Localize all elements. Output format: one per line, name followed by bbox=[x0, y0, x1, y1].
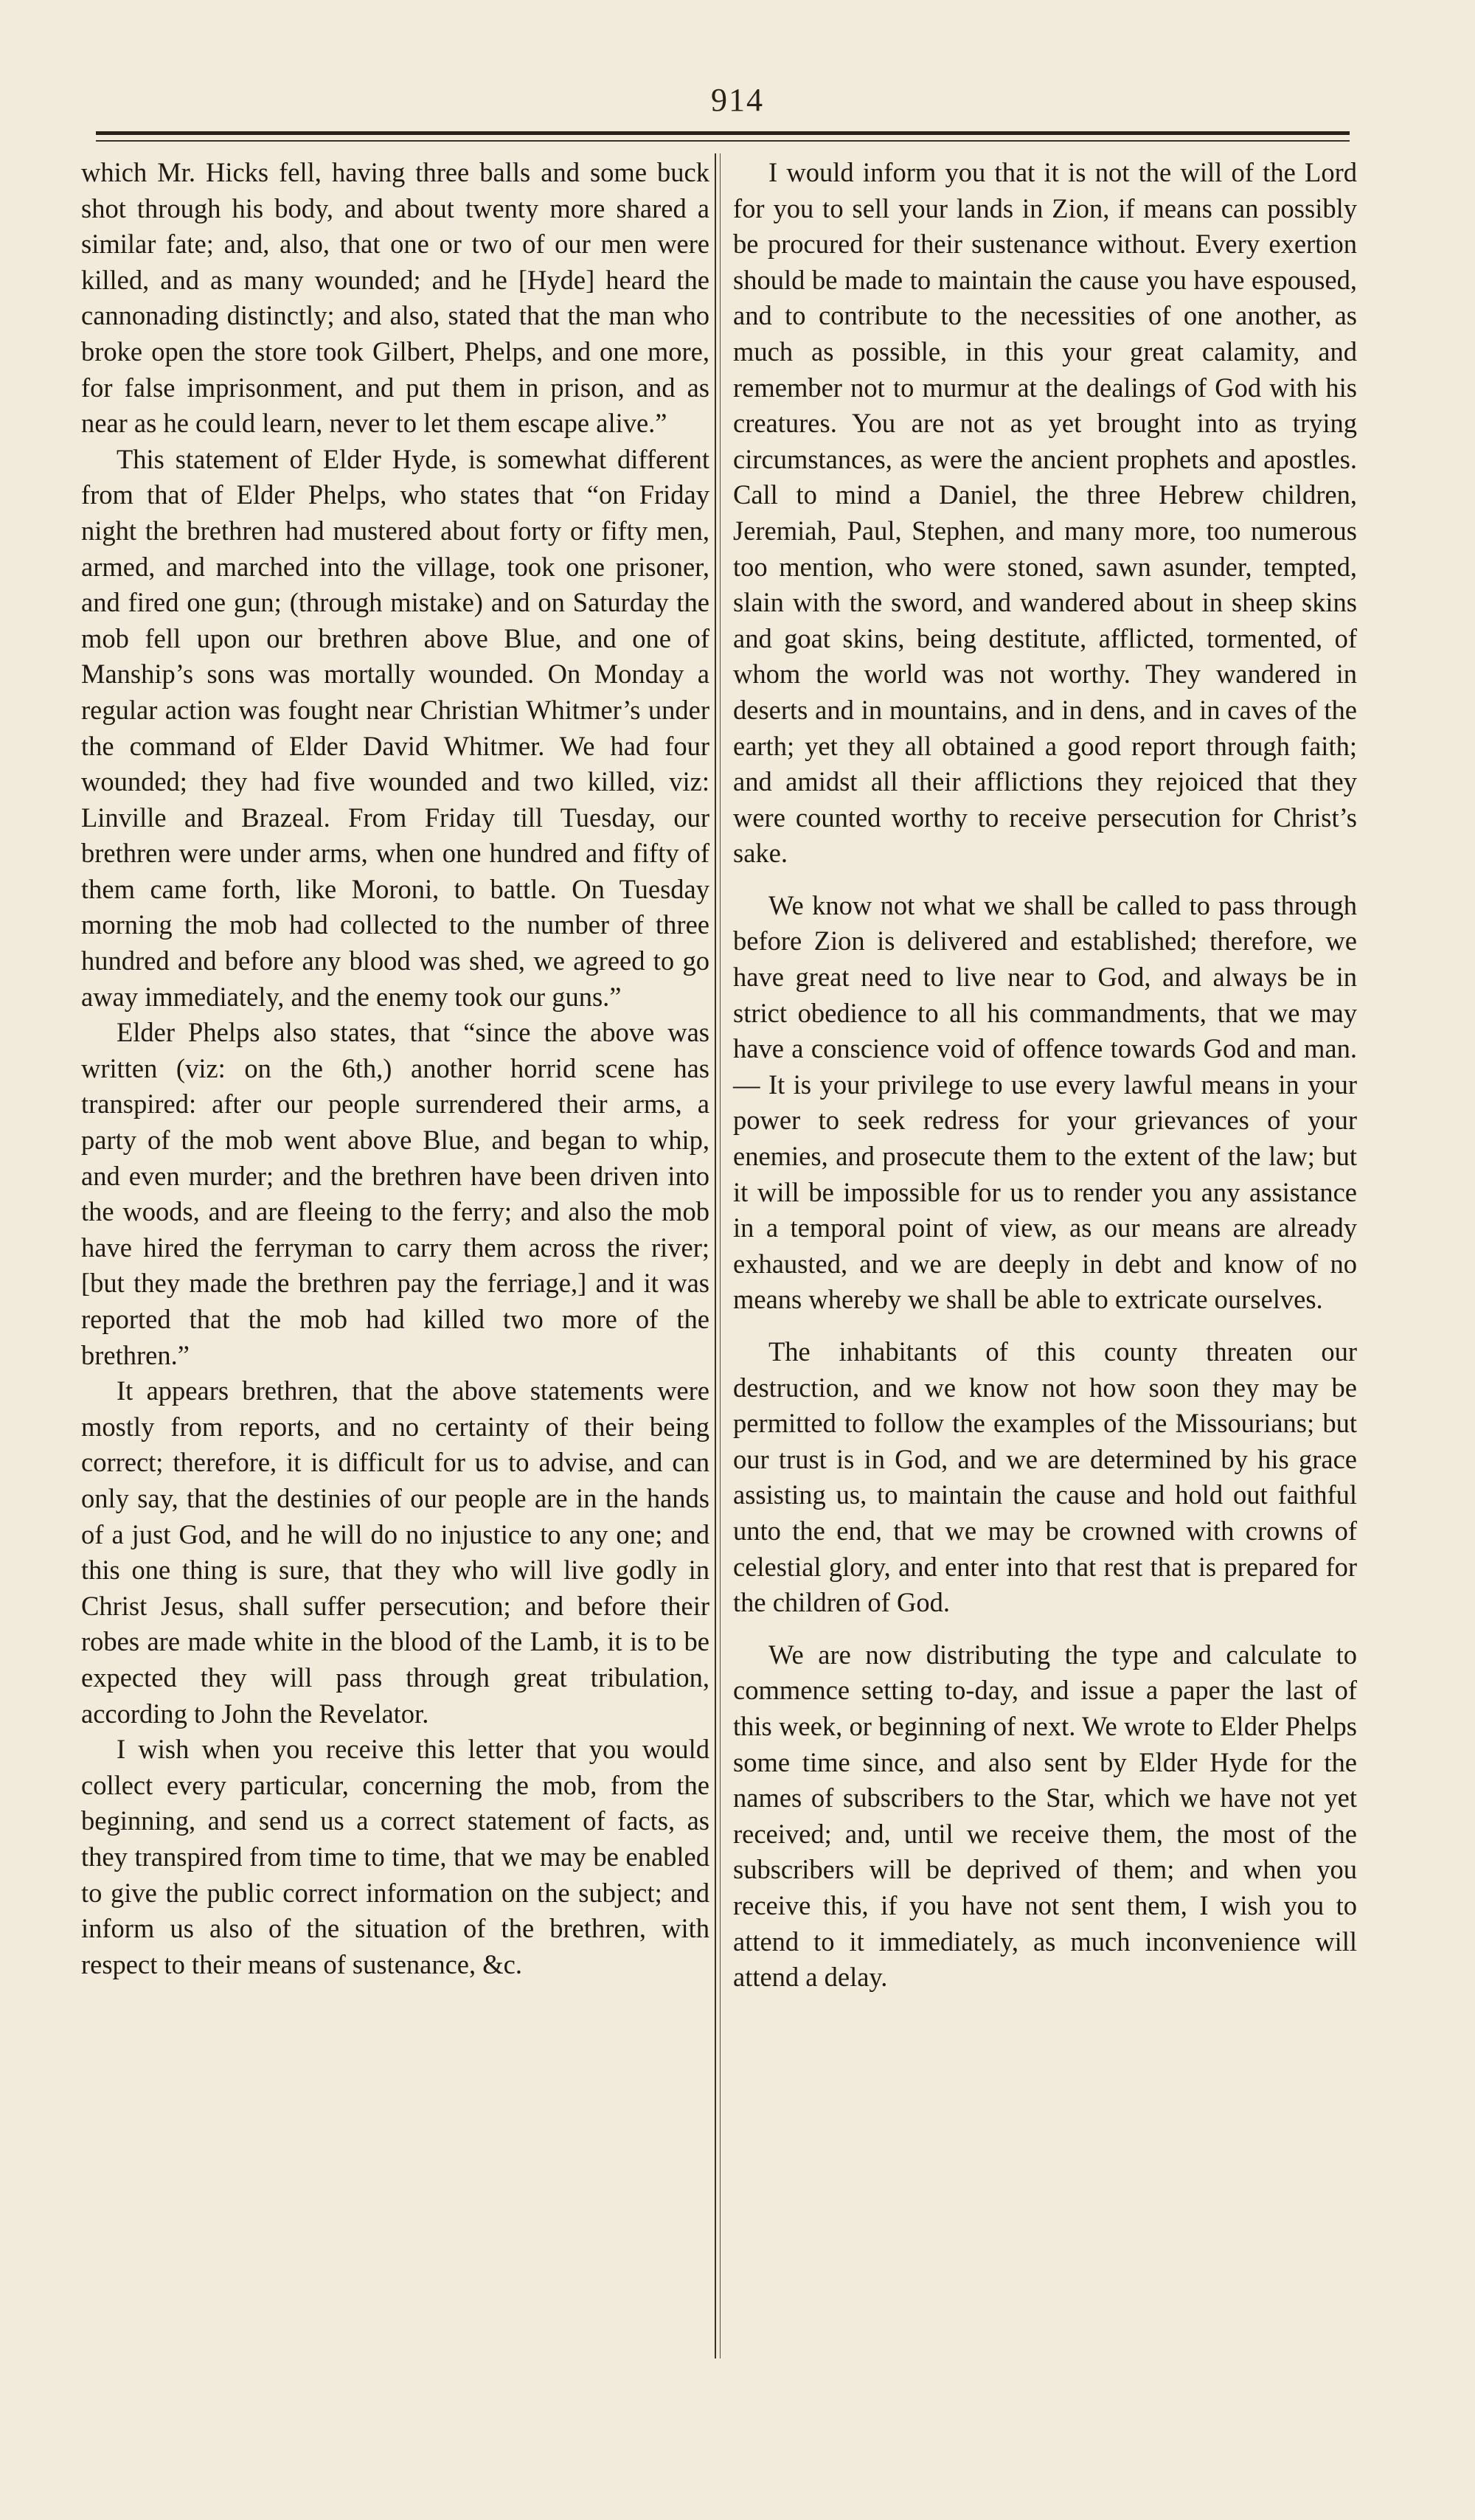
paragraph: which Mr. Hicks fell, having three balls and some buck shot through his body, and about twenty more shared a similar fate; and, also, that one or two of our men were killed, and as many wounded; and he [Hyde] heard the cannonading distinctly; and also, stated that the man who broke open the store took Gilbert, Phelps, and one more, for false imprisonment, and put them in prison, and as near as he could learn, never to let them escape alive.” bbox=[81, 157, 709, 439]
column-divider bbox=[715, 153, 716, 2358]
paragraph: It appears brethren, that the above statements were mostly from reports, and no certainty of their being correct; therefore, it is difficult for us to advise, and can only say, that the destinies of our people are in the hands of a just God, and he will do no injustice to any one; and this one thing is sure, that they who will live godly in Christ Jesus, shall suffer persecution; and before their robes are made white in the blood of the Lamb, it is to be expected they will pass through great tribulation, according to John the Revelator. bbox=[81, 1375, 709, 1729]
paragraph: I wish when you receive this letter that you would collect every particular, concerning the mob, from the beginning, and send us a correct statement of facts, as they transpired from time to time, that we may be enabled to give the public correct information on the subject; and inform us also of the situation of the brethren, with respect to their means of sustenance, &c. bbox=[81, 1734, 709, 1979]
right-column bbox=[733, 155, 1357, 1996]
paragraph: We are now distributing the type and calculate to commence setting to-day, and issue a paper the last of this week, or beginning of next. We wrote to Elder Phelps some time since, and also sent by Elder Hyde for the names of subscribers to the Star, which we have not yet received; and, until we receive them, the most of the subscribers will be deprived of them; and when you receive this, if you have not sent them, I wish you to attend to it immediately, as much inconvenience will attend a delay. bbox=[733, 1639, 1357, 1993]
paragraph: We know not what we shall be called to pass through before Zion is delivered and established; therefore, we have great need to live near to God, and always be in strict obedience to all his commandments, that we may have a conscience void of offence towards God and man.— It is your privilege to use every lawful means in your power to seek redress for your grievances of your enemies, and prosecute them to the extent of the law; but it will be impossible for us to render you any assistance in a temporal point of view, as our means are already exhausted, and we are deeply in debt and know of no means whereby we shall be able to extricate ourselves. bbox=[733, 889, 1357, 1315]
paragraph: Elder Phelps also states, that “since the above was written (viz: on the 6th,) another horrid scene has transpired: after our people surrendered their arms, a party of the mob went above Blue, and began to whip, and even murder; and the brethren have been driven into the woods, and are fleeing to the ferry; and also the mob have hired the ferryman to carry them across the river; [but they made the brethren pay the ferriage,] and it was reported that the mob had killed two more of the brethren.” bbox=[81, 1017, 709, 1370]
paragraph: The inhabitants of this county threaten our destruction, and we know not how soon they may be permitted to follow the examples of the Missourians; but our trust is in God, and we are determined by his grace assisting us, to maintain the cause and hold out faithful unto the end, that we may be crowned with crowns of celestial glory, and enter into that rest that is prepared for the children of God. bbox=[733, 1336, 1357, 1618]
header-rule bbox=[96, 131, 1350, 135]
page-number: 914 bbox=[711, 82, 764, 118]
column-divider-inner bbox=[720, 153, 721, 2358]
header-rule-thin bbox=[96, 140, 1350, 142]
paragraph: This statement of Elder Hyde, is somewhat different from that of Elder Phelps, who states that “on Friday night the brethren had mustered about forty or fifty men, armed, and marched into the village, took one prisoner, and fired one gun; (through mistake) and on Saturday the mob fell upon our brethren above Blue, and one of Manship’s sons was mortally wounded. On Monday a regular action was fought near Christian Whitmer’s under the command of Elder David Whitmer. We had four wounded; they had five wounded and two killed, viz: Linville and Brazeal. From Friday till Tuesday, our brethren were under arms, when one hundred and fifty of them came forth, like Moroni, to battle. On Tuesday morning the mob had collected to the number of three hundred and before any blood was shed, we agreed to go away immediately, and the enemy took our guns.” bbox=[81, 443, 709, 1012]
left-column bbox=[81, 155, 709, 1982]
paragraph: I would inform you that it is not the will of the Lord for you to sell your lands in Zion, if means can possibly be procured for their sustenance without. Every exertion should be made to maintain the cause you have espoused, and to contribute to the necessities of one another, as much as possible, in this your great calamity, and remember not to murmur at the dealings of God with his creatures. You are not as yet brought into as trying circumstances, as were the ancient prophets and apostles. Call to mind a Daniel, the three Hebrew children, Jeremiah, Paul, Stephen, and many more, too numerous too mention, who were stoned, sawn asunder, tempted, slain with the sword, and wandered about in sheep skins and goat skins, being destitute, afflicted, tormented, of whom the world was not worthy. They wandered in deserts and in mountains, and in dens, and in caves of the earth; yet they all obtained a good report through faith; and amidst all their afflictions they rejoiced that they were counted worthy to receive persecution for Christ’s sake. bbox=[733, 157, 1357, 869]
